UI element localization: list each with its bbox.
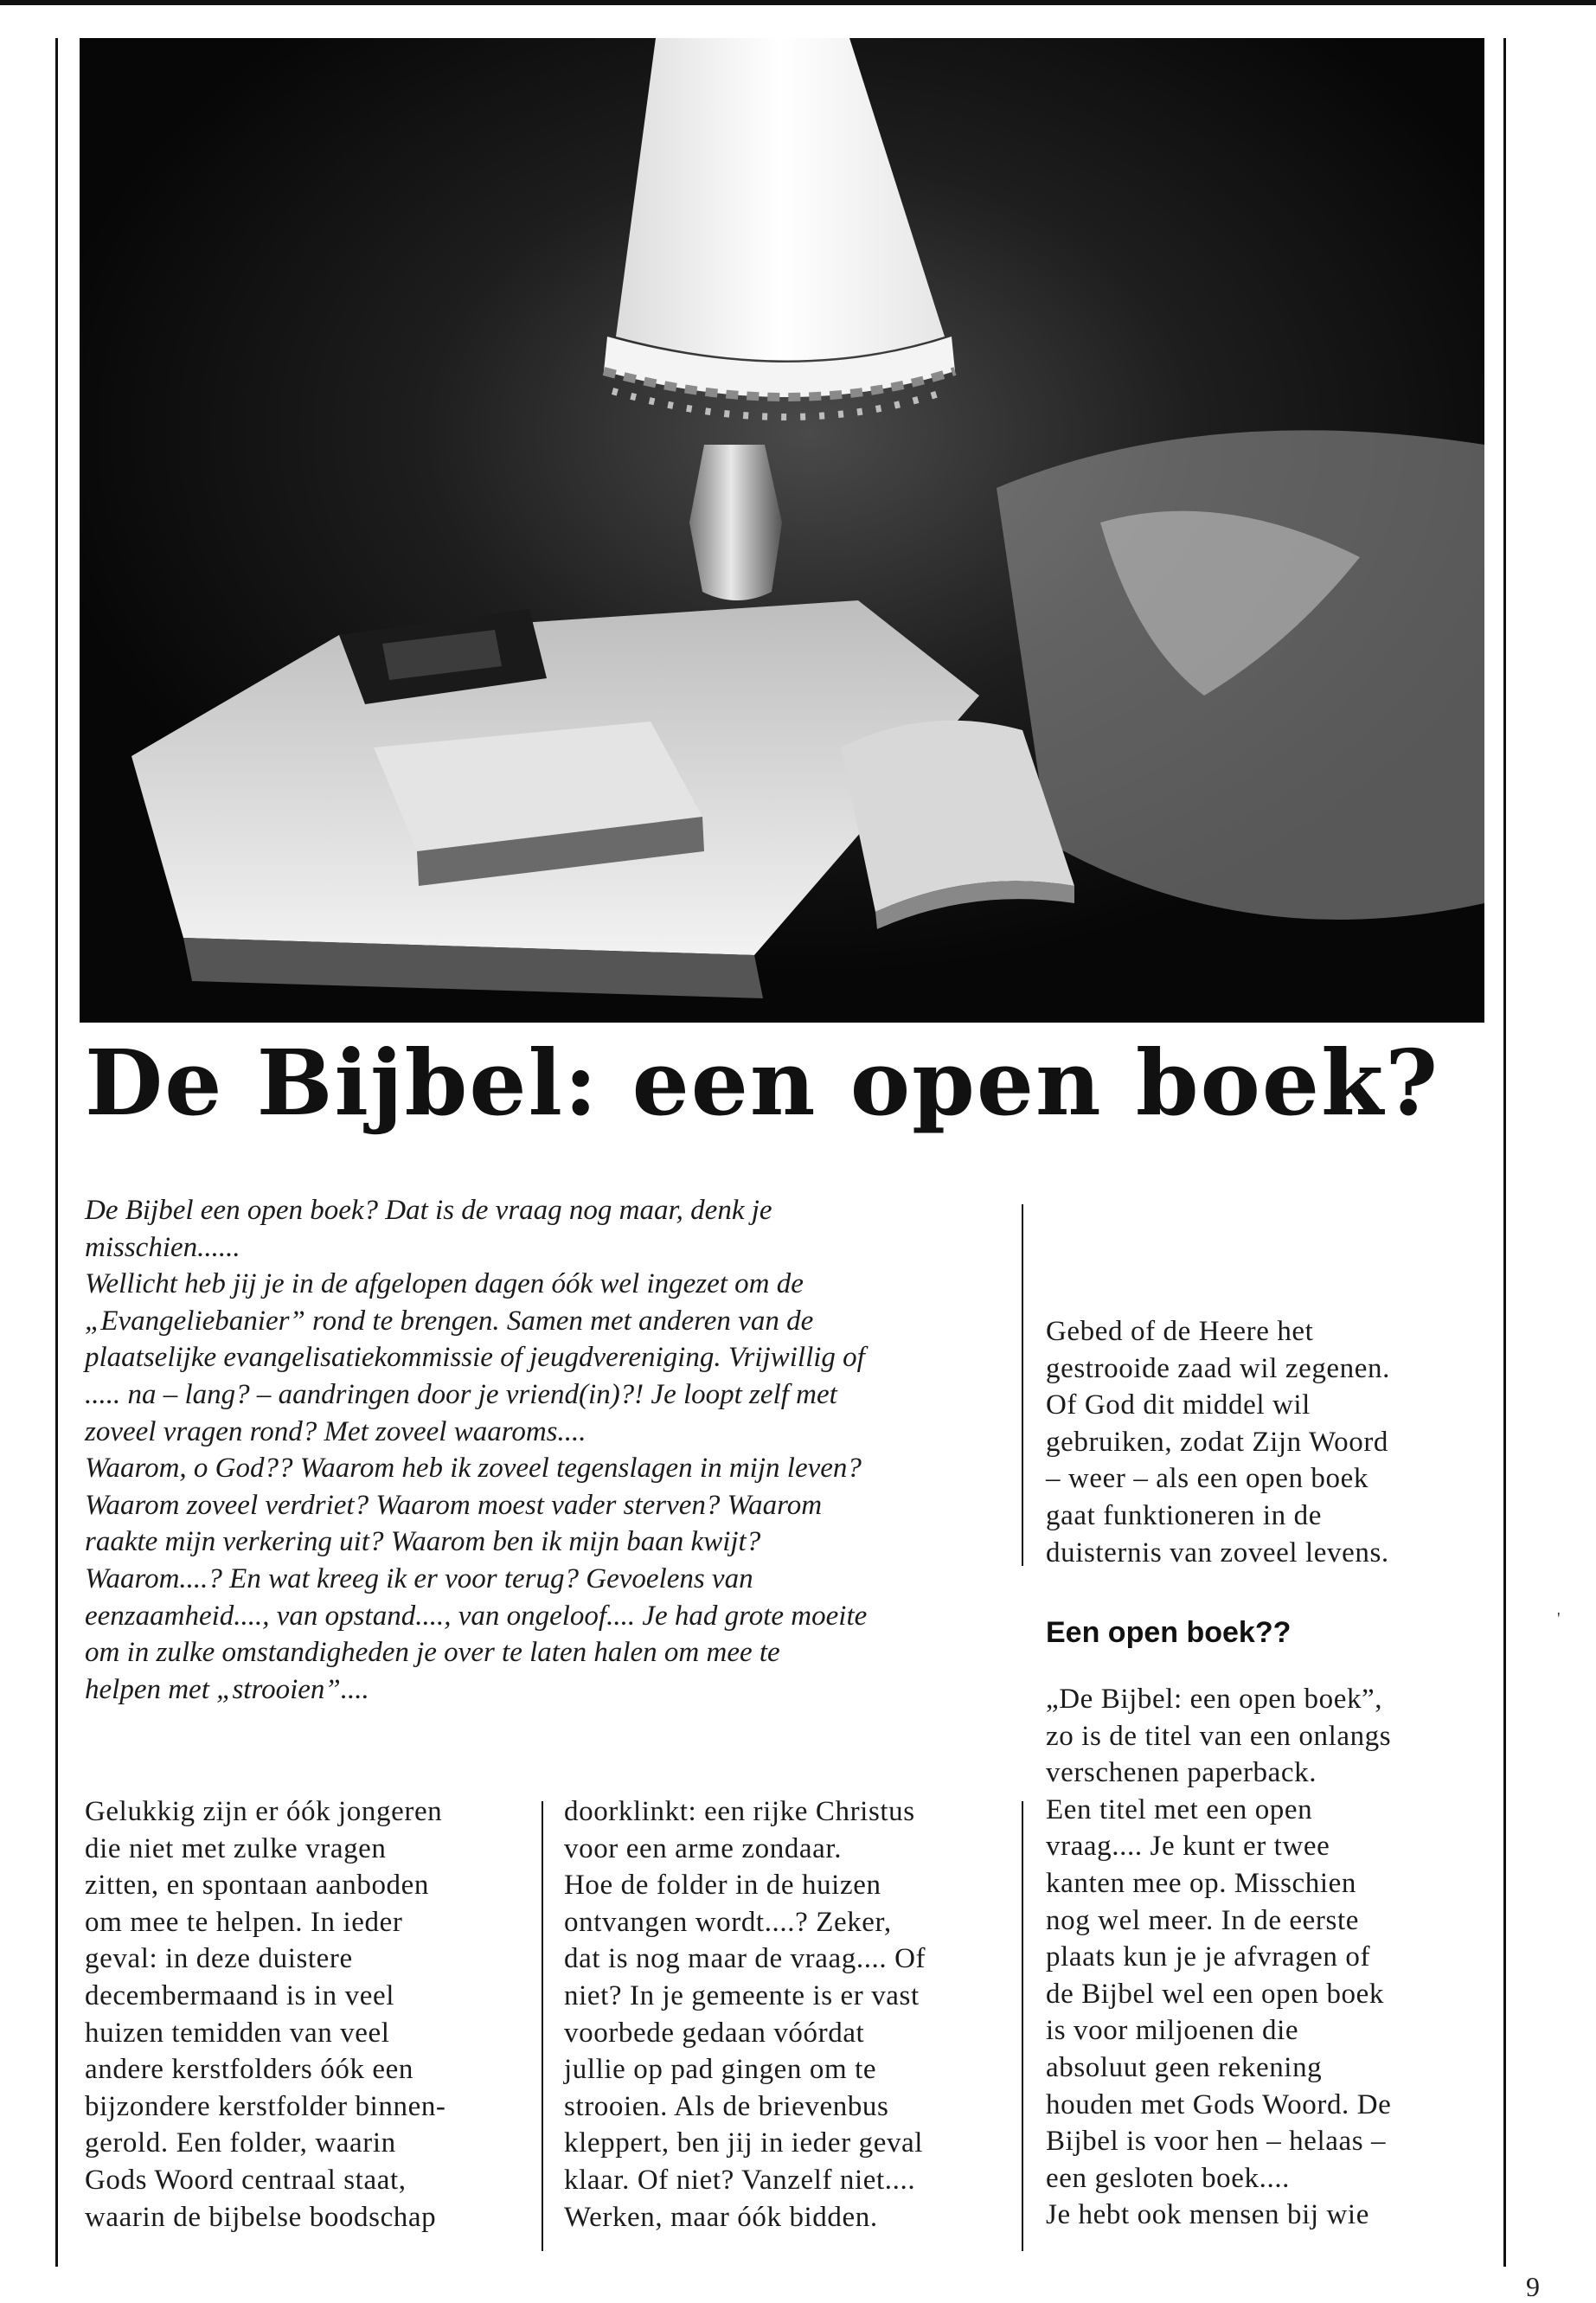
article-title: De Bijbel: een open boek? — [85, 1030, 1440, 1136]
text-line: Hoe de folder in de huizen — [564, 1870, 881, 1902]
intro-line: Wellicht heb jij je in de afgelopen dagen óók wel ingezet om de — [85, 1268, 804, 1300]
text-line: dat is nog maar de vraag.... Of — [564, 1943, 926, 1975]
text-line: plaats kun je je afvragen of — [1046, 1941, 1371, 1973]
text-line: de Bijbel wel een open boek — [1046, 1978, 1384, 2010]
column-rule-intro — [1022, 1204, 1023, 1566]
text-line: Een titel met een open — [1046, 1793, 1313, 1825]
body-column-3-bottom — [1046, 1681, 1391, 2234]
text-line: zitten, en spontaan aanboden — [85, 1870, 429, 1902]
text-line: zo is de titel van een onlangs — [1046, 1720, 1392, 1752]
intro-line: misschien...... — [85, 1231, 240, 1263]
text-line: – weer – als een open boek — [1046, 1463, 1368, 1495]
text-line: vraag.... Je kunt er twee — [1046, 1831, 1330, 1863]
text-line: Werken, maar óók bidden. — [564, 2201, 878, 2233]
intro-line: Waarom....? En wat kreeg ik er voor terug? Gevoelens van — [85, 1562, 753, 1594]
body-column-1 — [85, 1793, 446, 2236]
text-line: decembermaand is in veel — [85, 1979, 394, 2011]
text-line: kleppert, ben jij in ieder geval — [564, 2127, 924, 2159]
text-line: klaar. Of niet? Vanzelf niet.... — [564, 2164, 916, 2196]
intro-line: helpen met „strooien”.... — [85, 1673, 369, 1705]
text-line: bijzondere kerstfolder binnen- — [85, 2090, 446, 2122]
text-line: duisternis van zoveel levens. — [1046, 1536, 1389, 1568]
text-line: om mee te helpen. In ieder — [85, 1906, 403, 1938]
text-line: kanten mee op. Misschien — [1046, 1867, 1356, 1899]
intro-line: plaatselijke evangelisatiekommissie of jeugdvereniging. Vrijwillig of — [85, 1342, 865, 1374]
text-line: doorklinkt: een rijke Christus — [564, 1796, 915, 1827]
text-line: die niet met zulke vragen — [85, 1832, 387, 1864]
text-line: geval: in deze duistere — [85, 1943, 353, 1975]
lamp-bible-photo — [80, 38, 1484, 1023]
column-rule-2 — [1022, 1801, 1023, 2251]
intro-line: om in zulke omstandigheden je over te laten halen om mee te — [85, 1637, 780, 1669]
text-line: huizen temidden van veel — [85, 2017, 390, 2049]
text-line: voorbede gedaan vóórdat — [564, 2017, 865, 2049]
text-line: strooien. Als de brievenbus — [564, 2090, 889, 2122]
text-line: gebruiken, zodat Zijn Woord — [1046, 1426, 1389, 1458]
intro-line: ..... na – lang? – aandringen door je vriend(in)?! Je loopt zelf met — [85, 1378, 837, 1410]
intro-line: „Evangeliebanier” rond te brengen. Samen met anderen van de — [85, 1305, 814, 1337]
text-line: Gelukkig zijn er óók jongeren — [85, 1796, 443, 1827]
text-line: gestrooide zaad wil zegenen. — [1046, 1352, 1390, 1384]
text-line: houden met Gods Woord. De — [1046, 2088, 1392, 2120]
text-line: Je hebt ook mensen bij wie — [1046, 2199, 1369, 2231]
text-line: Of God dit middel wil — [1046, 1389, 1311, 1421]
text-line: ontvangen wordt....? Zeker, — [564, 1906, 892, 1938]
intro-line: raakte mijn verkering uit? Waarom ben ik mijn baan kwijt? — [85, 1526, 761, 1558]
text-line: „De Bijbel: een open boek”, — [1046, 1684, 1383, 1715]
body-column-3-top — [1046, 1313, 1390, 1571]
text-line: voor een arme zondaar. — [564, 1832, 843, 1864]
text-line: is voor miljoenen die — [1046, 2015, 1299, 2047]
column-rule-1 — [542, 1801, 543, 2251]
text-line: absoluut geen rekening — [1046, 2051, 1323, 2083]
intro-line: Waarom, o God?? Waarom heb ik zoveel tegenslagen in mijn leven? — [85, 1453, 862, 1485]
text-line: Bijbel is voor hen – helaas – — [1046, 2126, 1387, 2158]
text-line: nog wel meer. In de eerste — [1046, 1904, 1359, 1936]
text-line: verschenen paperback. — [1046, 1757, 1317, 1789]
text-line: andere kerstfolders óók een — [85, 2054, 413, 2086]
page-number: 9 — [1526, 2271, 1540, 2302]
text-line: een gesloten boek.... — [1046, 2162, 1291, 2194]
top-border — [0, 0, 1596, 5]
right-page-rule — [1503, 38, 1506, 2267]
intro-paragraph — [85, 1192, 984, 1708]
text-line: waarin de bijbelse boodschap — [85, 2201, 437, 2233]
text-line: niet? In je gemeente is er vast — [564, 1979, 920, 2011]
text-line: Gebed of de Heere het — [1046, 1316, 1314, 1347]
left-page-rule — [55, 38, 58, 2267]
section-subheading: Een open boek?? — [1046, 1616, 1292, 1649]
body-column-2 — [564, 1793, 926, 2236]
intro-line: Waarom zoveel verdriet? Waarom moest vader sterven? Waarom — [85, 1489, 823, 1521]
text-line: Gods Woord centraal staat, — [85, 2164, 407, 2196]
intro-line: eenzaamheid...., van opstand...., van ongeloof.... Je had grote moeite — [85, 1600, 868, 1632]
margin-mark: ' — [1557, 1609, 1561, 1628]
intro-line: zoveel vragen rond? Met zoveel waaroms.... — [85, 1415, 586, 1447]
text-line: jullie op pad gingen om te — [564, 2054, 877, 2086]
intro-line: De Bijbel een open boek? Dat is de vraag nog maar, denk je — [85, 1195, 772, 1226]
text-line: gaat funktioneren in de — [1046, 1499, 1322, 1531]
text-line: gerold. Een folder, waarin — [85, 2127, 396, 2159]
